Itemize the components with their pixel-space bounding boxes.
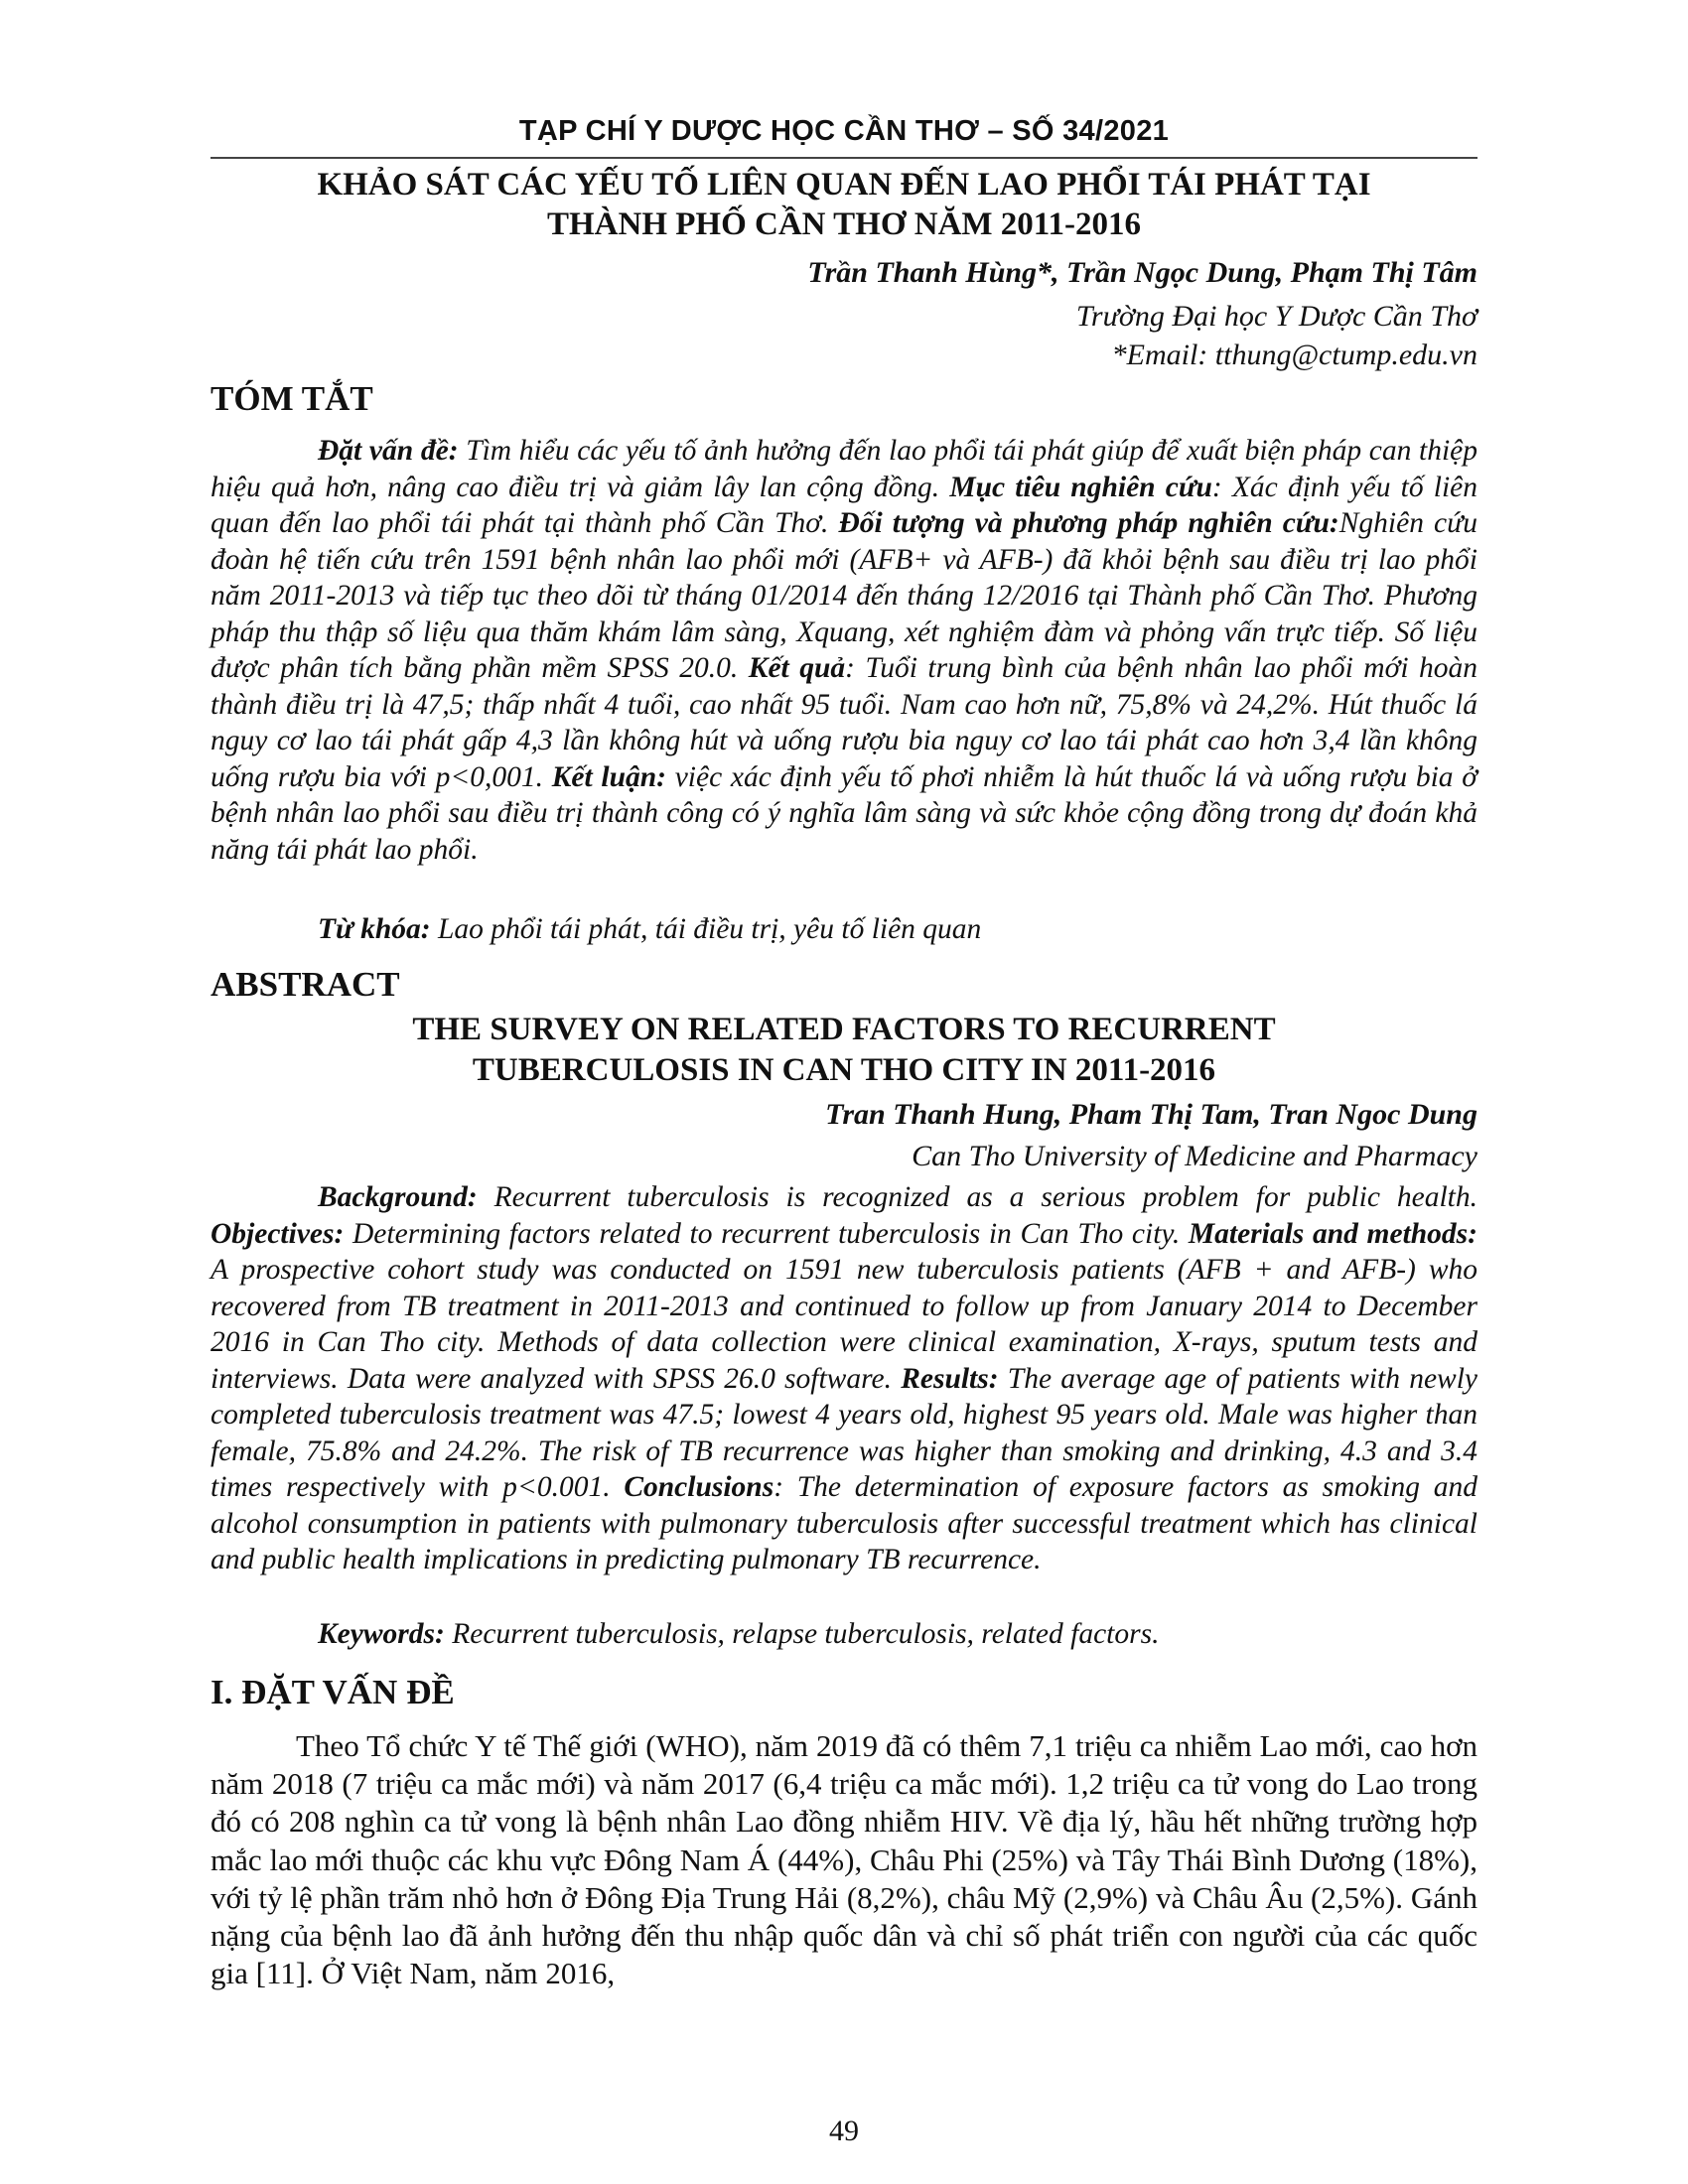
header-rule — [211, 157, 1477, 159]
vi-keywords-label: Từ khóa: — [318, 913, 431, 945]
vi-objective-text: : Xác định yếu tố liên quan đến lao phổi tái phát tại thành phố Cần Thơ. — [211, 471, 1477, 539]
en-background-label: Background: — [318, 1181, 478, 1213]
vi-conclusion-label: Kết luận: — [551, 760, 666, 793]
en-results-text: The average age of patients with newly completed tuberculosis treatment was 47.5; lowest 4 years old, highest 95 years old. Male was higher than female, 75.8% and 24.2%. The risk of TB recurrence was higher than smoking and drinking, 4.3 and 3.4 times respectively with p<0.001. — [211, 1362, 1478, 1503]
en-objectives-text: Determining factors related to recurrent tuberculosis in Can Tho city. — [344, 1217, 1189, 1250]
vi-background-label: Đặt vấn đề: — [318, 435, 459, 467]
vi-title — [211, 165, 1477, 244]
en-title-line-2: TUBERCULOSIS IN CAN THO CITY IN 2011-2016 — [472, 1052, 1216, 1088]
en-authors: Tran Thanh Hung, Pham Thị Tam, Tran Ngoc Dung — [825, 1098, 1477, 1131]
vi-title-line-2: THÀNH PHỐ CẦN THƠ NĂM 2011-2016 — [547, 206, 1141, 242]
en-keywords — [318, 1618, 1159, 1651]
vi-authors: Trần Thanh Hùng*, Trần Ngọc Dung, Phạm Thị Tâm — [807, 256, 1477, 289]
en-methods-label: Materials and methods: — [1188, 1217, 1477, 1250]
en-conclusions-label: Conclusions — [624, 1471, 774, 1503]
section-1-heading: I. ĐẶT VẤN ĐỀ — [211, 1673, 455, 1711]
en-conclusions-text: : The determination of exposure factors as smoking and alcohol consumption in patients with pulmonary tuberculosis after successful treatment which has clinical and public health implications in predicting pulmonary TB recurrence. — [211, 1471, 1478, 1575]
en-title — [211, 1010, 1477, 1091]
vi-conclusion-text: việc xác định yếu tố phơi nhiễm là hút thuốc lá và uống rượu bia ở bệnh nhân lao phổi sau điều trị thành công có ý nghĩa lâm sàng và sức khỏe cộng đồng trong dự đoán khả năng tái phát lao phổi. — [211, 760, 1477, 866]
abstract-heading: ABSTRACT — [211, 965, 400, 1004]
summary-heading: TÓM TẮT — [211, 379, 373, 418]
en-background-text: Recurrent tuberculosis is recognized as a serious problem for public health. — [477, 1181, 1477, 1213]
vi-keywords-text: Lao phổi tái phát, tái điều trị, yêu tố liên quan — [430, 913, 982, 945]
en-keywords-text: Recurrent tuberculosis, relapse tuberculosis, related factors. — [444, 1618, 1160, 1650]
en-results-label: Results: — [901, 1362, 999, 1395]
en-objectives-label: Objectives: — [211, 1217, 345, 1250]
vi-methods-label: Đối tượng và phương pháp nghiên cứu: — [838, 507, 1339, 539]
vi-results-text: : Tuổi trung bình của bệnh nhân lao phổi mới hoàn thành điều trị là 47,5; thấp nhất 4 tuổi, cao nhất 95 tuổi. Nam cao hơn nữ, 75,8% và 24,2%. Hút thuốc lá nguy cơ lao tái phát gấp 4,3 lần không hút và uống rượu bia nguy cơ lao tái phát cao hơn 3,4 lần không uống rượu bia với p<0,001. — [211, 652, 1477, 793]
vi-results-label: Kết quả — [748, 652, 846, 684]
vi-keywords — [318, 913, 981, 946]
vi-background-text: Tìm hiểu các yếu tố ảnh hưởng đến lao phổi tái phát giúp để xuất biện pháp can thiệp hiệu quả hơn, nâng cao điều trị và giảm lây lan cộng đồng. — [211, 435, 1478, 503]
section-1-paragraph: Theo Tổ chức Y tế Thế giới (WHO), năm 2019 đã có thêm 7,1 triệu ca nhiễm Lao mới, cao hơn năm 2018 (7 triệu ca mắc mới) và năm 2017 (6,4 triệu ca mắc mới). 1,2 triệu ca tử vong do Lao trong đó có 208 nghìn ca tử vong là bệnh nhân Lao đồng nhiễm HIV. Về địa lý, hầu hết những trường hợp mắc lao mới thuộc các khu vực Đông Nam Á (44%), Châu Phi (25%) và Tây Thái Bình Dương (18%), với tỷ lệ phần trăm nhỏ hơn ở Đông Địa Trung Hải (8,2%), châu Mỹ (2,9%) và Châu Âu (2,5%). Gánh nặng của bệnh lao đã ảnh hưởng đến thu nhập quốc dân và chỉ số phát triển con người của các quốc gia [11]. Ở Việt Nam, năm 2016, — [211, 1728, 1477, 1991]
en-abstract-paragraph — [211, 1179, 1477, 1578]
page-number: 49 — [829, 2115, 859, 2147]
en-affiliation: Can Tho University of Medicine and Pharmacy — [912, 1140, 1477, 1172]
vi-email: *Email: tthung@ctump.edu.vn — [1111, 339, 1477, 371]
vi-objective-label: Mục tiêu nghiên cứu — [949, 471, 1212, 503]
vi-affiliation: Trường Đại học Y Dược Cần Thơ — [1075, 300, 1477, 333]
journal-header: TẠP CHÍ Y DƯỢC HỌC CẦN THƠ – SỐ 34/2021 — [518, 115, 1170, 147]
en-title-line-1: THE SURVEY ON RELATED FACTORS TO RECURRENT — [412, 1012, 1276, 1047]
en-methods-text: A prospective cohort study was conducted on 1591 new tuberculosis patients (AFB + and AFB-) who recovered from TB treatment in 2011-2013 and continued to follow up from January 2014 to December 2016 in Can Tho city. Methods of data collection were clinical examination, X-rays, sputum tests and interviews. Data were analyzed with SPSS 26.0 software. — [211, 1254, 1477, 1395]
en-keywords-label: Keywords: — [318, 1618, 445, 1650]
vi-title-line-1: KHẢO SÁT CÁC YẾU TỐ LIÊN QUAN ĐẾN LAO PHỔI TÁI PHÁT TẠI — [317, 167, 1371, 203]
vi-abstract-paragraph — [211, 433, 1477, 868]
vi-methods-text: Nghiên cứu đoàn hệ tiến cứu trên 1591 bệnh nhân lao phổi mới (AFB+ và AFB-) đã khỏi bệnh sau điều trị lao phổi năm 2011-2013 và tiếp tục theo dõi từ tháng 01/2014 đến tháng 12/2016 tại Thành phố Cần Thơ. Phương pháp thu thập số liệu qua thăm khám lâm sàng, Xquang, xét nghiệm đàm và phỏng vấn trực tiếp. Số liệu được phân tích bằng phần mềm SPSS 20.0. — [211, 507, 1477, 684]
